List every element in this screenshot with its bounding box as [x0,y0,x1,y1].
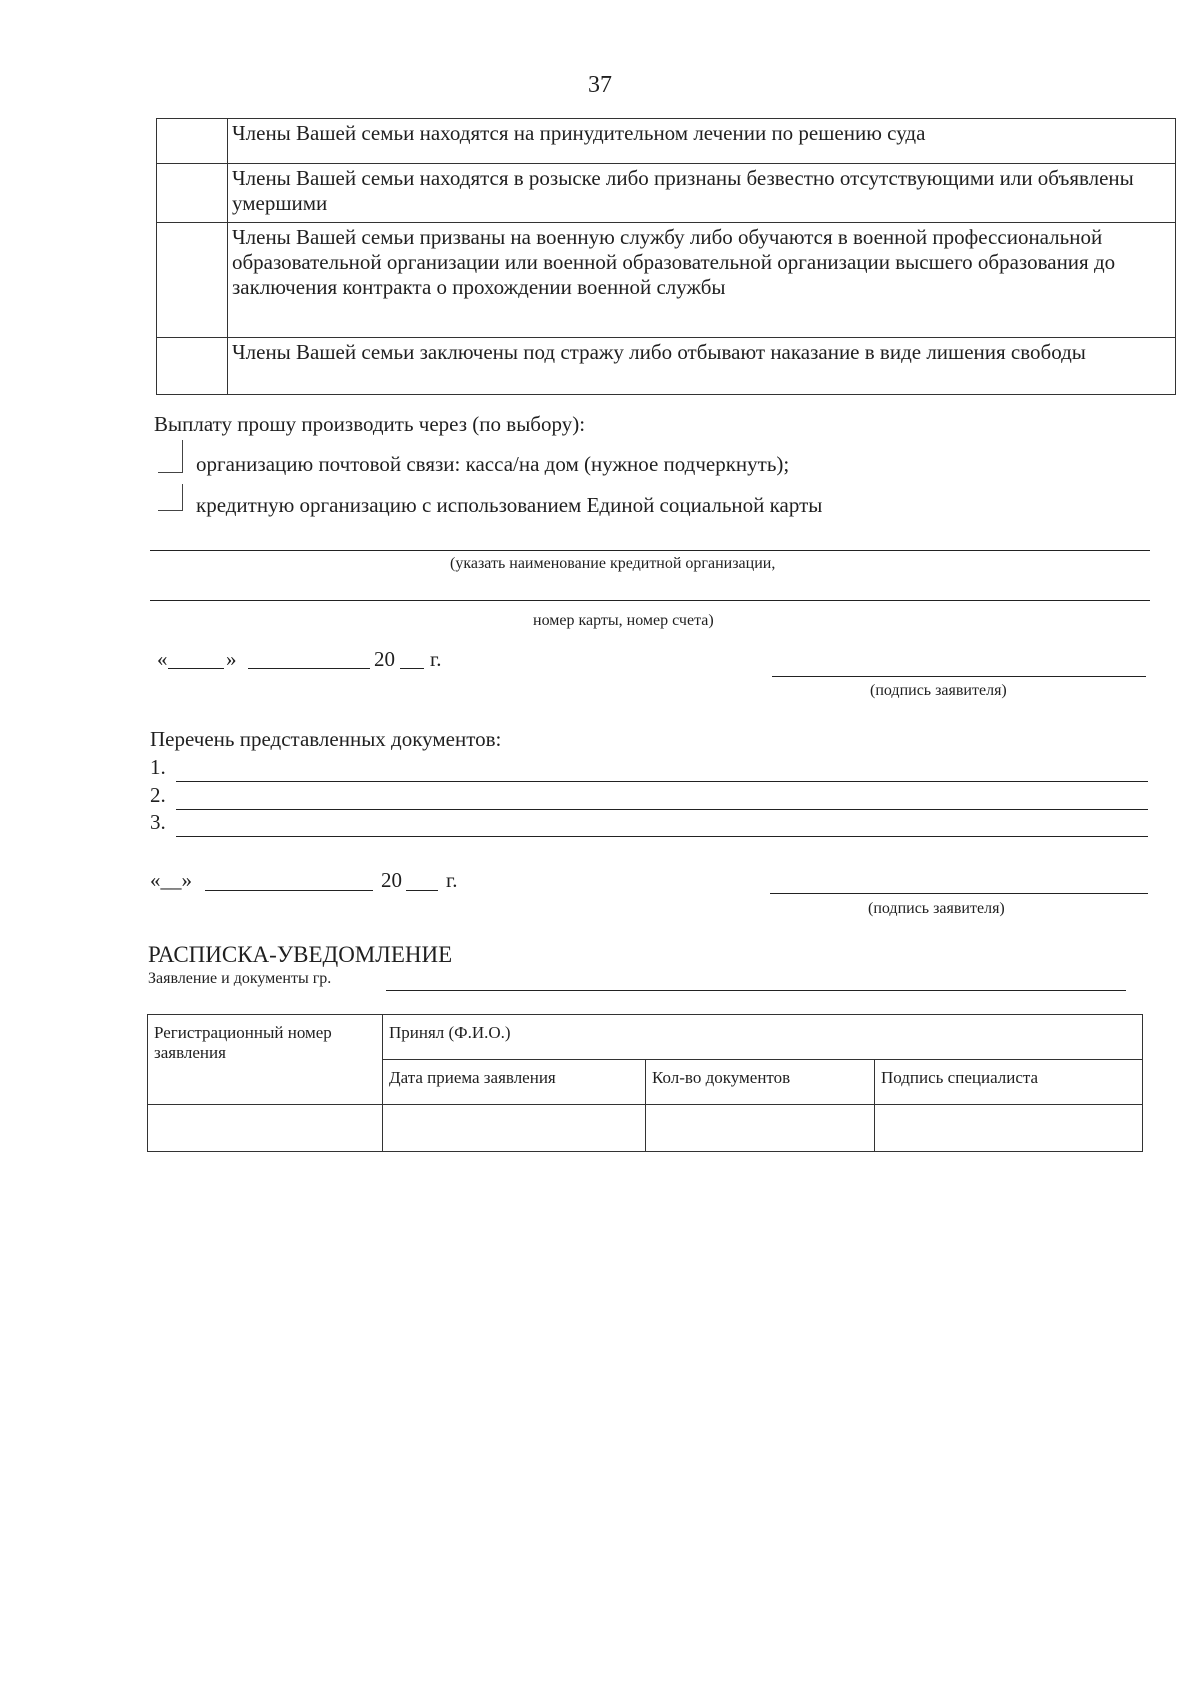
doc-count-header: Кол-во документов [646,1060,875,1105]
receipt-subtitle: Заявление и документы гр. [148,970,332,987]
signature-line-2[interactable] [770,893,1148,894]
document-line-2[interactable] [176,809,1148,810]
situations-table [156,118,1176,395]
specialist-signature-header: Подпись специалиста [875,1060,1143,1105]
bank-checkbox[interactable] [158,484,183,511]
applicant-name-line[interactable] [386,990,1126,991]
document-line-3[interactable] [176,836,1148,837]
signature-line-1[interactable] [772,676,1146,677]
date1-day-line[interactable] [168,668,224,669]
table-row [157,164,1176,223]
checkbox-cell[interactable] [157,223,228,338]
date2-year-suffix: г. [446,868,458,892]
date2-day: «__» [150,868,192,892]
date2-year-line[interactable] [406,890,438,891]
doc-count-cell[interactable] [646,1105,875,1152]
situation-text: Члены Вашей семьи находятся в розыске либо признаны безвестно отсутствующими или объявлены умершими [228,164,1176,223]
date-received-header: Дата приема заявления [383,1060,646,1105]
receipt-title: РАСПИСКА-УВЕДОМЛЕНИЕ [148,942,453,967]
reg-number-cell[interactable] [148,1105,383,1152]
specialist-signature-cell[interactable] [875,1105,1143,1152]
card-number-line[interactable] [150,600,1150,601]
date2-year-prefix: 20 [381,868,402,892]
table-row [157,119,1176,164]
situation-text: Члены Вашей семьи заключены под стражу либо отбывают наказание в виде лишения свободы [228,338,1176,395]
post-office-option: организацию почтовой связи: касса/на дом (нужное подчеркнуть); [196,452,790,476]
bank-option: кредитную организацию с использованием Единой социальной карты [196,493,823,517]
document-number: 1. [150,755,166,779]
post-office-checkbox[interactable] [158,440,183,473]
situation-text: Члены Вашей семьи призваны на военную службу либо обучаются в военной профессиональной образовательной организации или военной образовательной организации высшего образования до заключения контракта о прохождении военной службы [228,223,1176,338]
document-number: 3. [150,810,166,834]
documents-heading: Перечень представленных документов: [150,727,502,751]
date1-open-quote: « [157,647,168,671]
signature-caption-1: (подпись заявителя) [870,682,1007,699]
receipt-table [147,1014,1143,1152]
table-row [148,1105,1143,1152]
situation-text: Члены Вашей семьи находятся на принудительном лечении по решению суда [228,119,1176,164]
signature-caption-2: (подпись заявителя) [868,900,1005,917]
date2-month-line[interactable] [205,890,373,891]
date1-month-line[interactable] [248,668,370,669]
bank-name-line[interactable] [150,550,1150,551]
document-number: 2. [150,783,166,807]
checkbox-cell[interactable] [157,338,228,395]
document-line-1[interactable] [176,781,1148,782]
bank-name-caption: (указать наименование кредитной организации, [450,555,776,572]
date1-close-quote: » [226,647,237,671]
checkbox-cell[interactable] [157,119,228,164]
card-caption: номер карты, номер счета) [533,612,714,629]
date1-year-prefix: 20 [374,647,395,671]
payment-heading: Выплату прошу производить через (по выбору): [154,412,586,436]
table-row [157,223,1176,338]
date1-year-line[interactable] [400,668,424,669]
table-row [148,1015,1143,1060]
date1-year-suffix: г. [430,647,442,671]
page-number: 37 [588,72,612,98]
date-received-cell[interactable] [383,1105,646,1152]
checkbox-cell[interactable] [157,164,228,223]
reg-number-header: Регистрационный номер заявления [148,1015,383,1105]
table-row [157,338,1176,395]
accepted-by-header: Принял (Ф.И.О.) [383,1015,1143,1060]
